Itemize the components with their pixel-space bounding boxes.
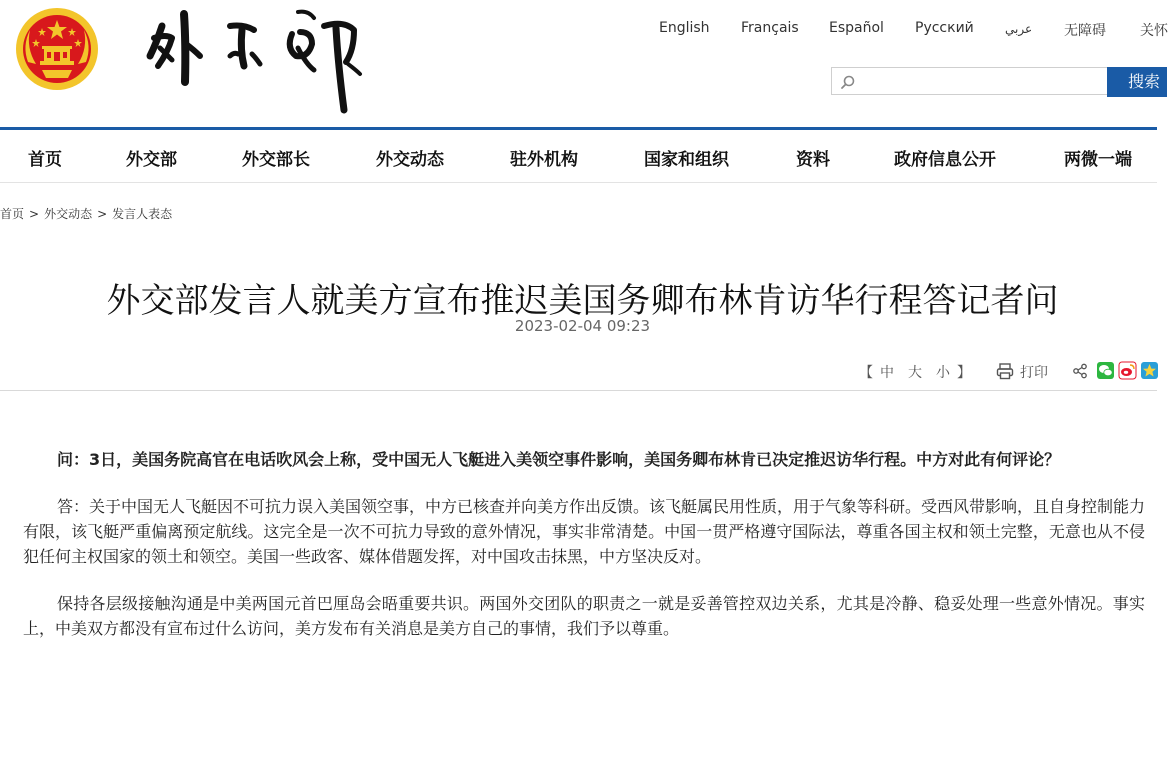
search-button[interactable]: 搜索 bbox=[1107, 67, 1167, 97]
nav-item-home[interactable]: 首页 bbox=[28, 150, 62, 170]
answer-paragraph: 保持各层级接触沟通是中美两国元首巴厘岛会晤重要共识。两国外交团队的职责之一就是妥善管控双边关系，尤其是冷静、稳妥处理一些意外情况。事实上，中美双方都没有宣布过什么访问，美方发布有关消息是美方自己的事情，我们予以尊重。 bbox=[23, 594, 1145, 638]
nav-item-resources[interactable]: 资料 bbox=[796, 150, 830, 170]
page-title: 外交部发言人就美方宣布推迟美国务卿布林肯访华行程答记者问 bbox=[106, 280, 1059, 321]
main-nav bbox=[0, 130, 1157, 183]
share-icon[interactable] bbox=[1072, 363, 1088, 379]
breadcrumb bbox=[0, 205, 172, 222]
nav-item-ministry[interactable]: 外交部 bbox=[126, 150, 177, 170]
answer-paragraph: 答：关于中国无人飞艇因不可抗力误入美国领空事，中方已核查并向美方作出反馈。该飞艇属民用性质，用于气象等科研。受西风带影响，且自身控制能力有限，该飞艇严重偏离预定航线。这完全是一次不可抗力导致的意外情况，事实非常清楚。中国一贯严格遵守国际法，尊重各国主权和领土完整，无意也从不侵犯任何主权国家的领土和领空。美国一些政客、媒体借题发挥，对中国攻击抹黑，中方坚决反对。 bbox=[23, 497, 1146, 566]
nav-item-gov-info[interactable]: 政府信息公开 bbox=[894, 150, 996, 170]
font-size-control bbox=[859, 362, 971, 382]
lang-arabic[interactable]: عربي bbox=[1005, 22, 1033, 36]
breadcrumb-spokesperson[interactable]: 发言人表态 bbox=[112, 207, 173, 221]
font-size-small[interactable]: 小 bbox=[936, 365, 950, 381]
bracket-open: 【 bbox=[859, 365, 873, 381]
breadcrumb-diplomatic-news[interactable]: 外交动态 bbox=[44, 207, 93, 221]
nav-item-diplomatic-news[interactable]: 外交动态 bbox=[376, 150, 444, 170]
article-tools bbox=[0, 360, 1157, 384]
nav-item-missions[interactable]: 驻外机构 bbox=[510, 150, 578, 170]
lang-english[interactable]: English bbox=[659, 20, 710, 36]
nav-item-countries[interactable]: 国家和组织 bbox=[644, 150, 729, 170]
print-label[interactable]: 打印 bbox=[1020, 365, 1048, 381]
font-size-large[interactable]: 大 bbox=[908, 365, 922, 381]
lang-accessibility[interactable]: 无障碍 bbox=[1064, 23, 1106, 39]
breadcrumb-separator: > bbox=[29, 207, 40, 221]
breadcrumb-home[interactable]: 首页 bbox=[0, 207, 25, 221]
content-divider bbox=[0, 390, 1157, 391]
search-input[interactable] bbox=[860, 70, 1104, 94]
font-size-medium[interactable]: 中 bbox=[880, 365, 894, 381]
wechat-icon[interactable] bbox=[1097, 362, 1114, 379]
search-box bbox=[831, 67, 1107, 95]
article-body bbox=[23, 447, 1145, 663]
bracket-close: 】 bbox=[957, 365, 971, 381]
lang-espanol[interactable]: Español bbox=[829, 20, 884, 36]
national-emblem-icon bbox=[14, 6, 100, 92]
nav-item-minister[interactable]: 外交部长 bbox=[242, 150, 310, 170]
lang-russian[interactable]: Русский bbox=[915, 20, 974, 36]
lang-francais[interactable]: Français bbox=[741, 20, 799, 36]
breadcrumb-separator: > bbox=[97, 207, 108, 221]
site-header bbox=[0, 0, 1168, 128]
publish-date: 2023-02-04 09:23 bbox=[514, 317, 651, 335]
qzone-icon[interactable] bbox=[1141, 362, 1158, 379]
language-bar bbox=[0, 20, 1168, 40]
lang-more[interactable]: 关怀 bbox=[1140, 23, 1168, 39]
print-icon[interactable] bbox=[996, 362, 1014, 380]
search-icon bbox=[840, 74, 856, 90]
question-paragraph: 问：3日，美国务院高官在电话吹风会上称，受中国无人飞艇进入美领空事件影响，美国务卿布林肯已决定推迟访华行程。中方对此有何评论？ bbox=[57, 450, 1061, 469]
weibo-icon[interactable] bbox=[1119, 362, 1136, 379]
nav-item-social[interactable]: 两微一端 bbox=[1064, 150, 1132, 170]
